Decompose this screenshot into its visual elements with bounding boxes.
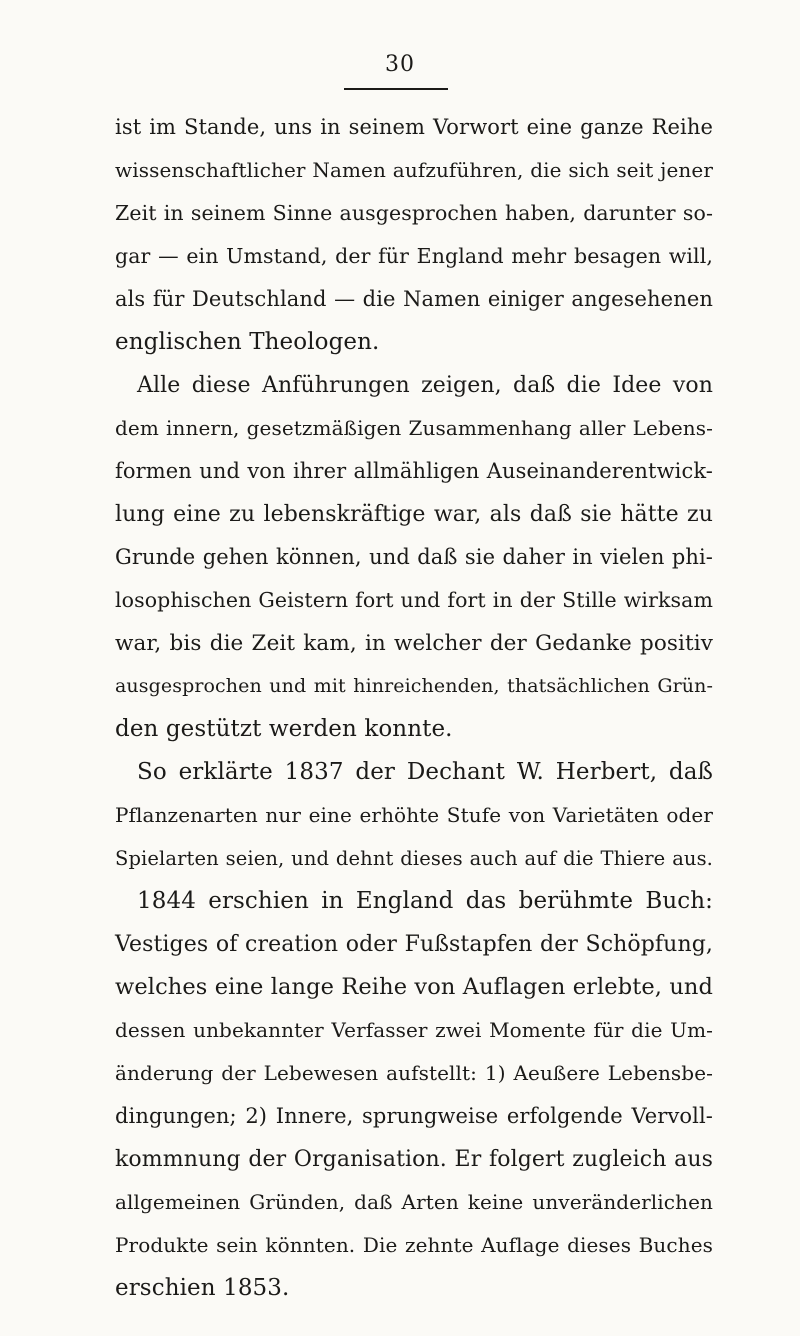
- text-line: lung eine zu lebenskräftige war, als daß sie hätte zu: [115, 502, 713, 527]
- page-number-rule: [344, 88, 448, 90]
- text-line: Zeit in seinem Sinne ausgesprochen haben, darunter so-: [115, 201, 713, 225]
- text-line: Spielarten seien, und dehnt dieses auch auf die Thiere aus.: [115, 847, 713, 870]
- text-line: als für Deutschland — die Namen einiger angesehenen: [115, 287, 713, 311]
- text-line: dingungen; 2) Innere, sprungweise erfolgende Vervoll-: [115, 1104, 713, 1128]
- text-line: erschien 1853.: [115, 1275, 290, 1301]
- text-line: gar — ein Umstand, der für England mehr besagen will,: [115, 244, 713, 268]
- text-line: wissenschaftlicher Namen aufzuführen, die sich seit jener: [115, 158, 713, 182]
- page-number: 30: [385, 52, 415, 77]
- text-line: 1844 erschien in England das berühmte Buch:: [137, 888, 713, 914]
- text-line: losophischen Geistern fort und fort in der Stille wirksam: [115, 588, 713, 612]
- text-line: allgemeinen Gründen, daß Arten keine unveränderlichen: [115, 1190, 713, 1214]
- text-line: den gestützt werden konnte.: [115, 716, 453, 742]
- text-line: formen und von ihrer allmähligen Auseinanderentwick-: [115, 459, 713, 483]
- text-line: So erklärte 1837 der Dechant W. Herbert, daß: [137, 759, 713, 785]
- text-line: Vestiges of creation oder Fußstapfen der Schöpfung,: [115, 932, 713, 957]
- text-line: Grunde gehen können, und daß sie daher in vielen phi-: [115, 545, 713, 569]
- text-line: Pflanzenarten nur eine erhöhte Stufe von Varietäten oder: [115, 803, 713, 827]
- text-line: ausgesprochen und mit hinreichenden, thatsächlichen Grün-: [115, 675, 713, 697]
- text-line: änderung der Lebewesen aufstellt: 1) Aeußere Lebensbe-: [115, 1061, 713, 1085]
- body-text: [115, 106, 713, 1310]
- text-line: dem innern, gesetzmäßigen Zusammenhang aller Lebens-: [115, 416, 713, 440]
- text-line: kommnung der Organisation. Er folgert zugleich aus: [115, 1147, 713, 1172]
- text-line: welches eine lange Reihe von Auflagen erlebte, und: [115, 974, 713, 1000]
- text-line: englischen Theologen.: [115, 329, 380, 355]
- text-line: war, bis die Zeit kam, in welcher der Gedanke positiv: [115, 631, 713, 656]
- text-line: ist im Stande, uns in seinem Vorwort eine ganze Reihe: [115, 115, 713, 139]
- text-line: dessen unbekannter Verfasser zwei Momente für die Um-: [115, 1018, 713, 1042]
- text-line: Produkte sein könnten. Die zehnte Auflage dieses Buches: [115, 1233, 713, 1257]
- text-line: Alle diese Anführungen zeigen, daß die Idee von: [137, 373, 713, 398]
